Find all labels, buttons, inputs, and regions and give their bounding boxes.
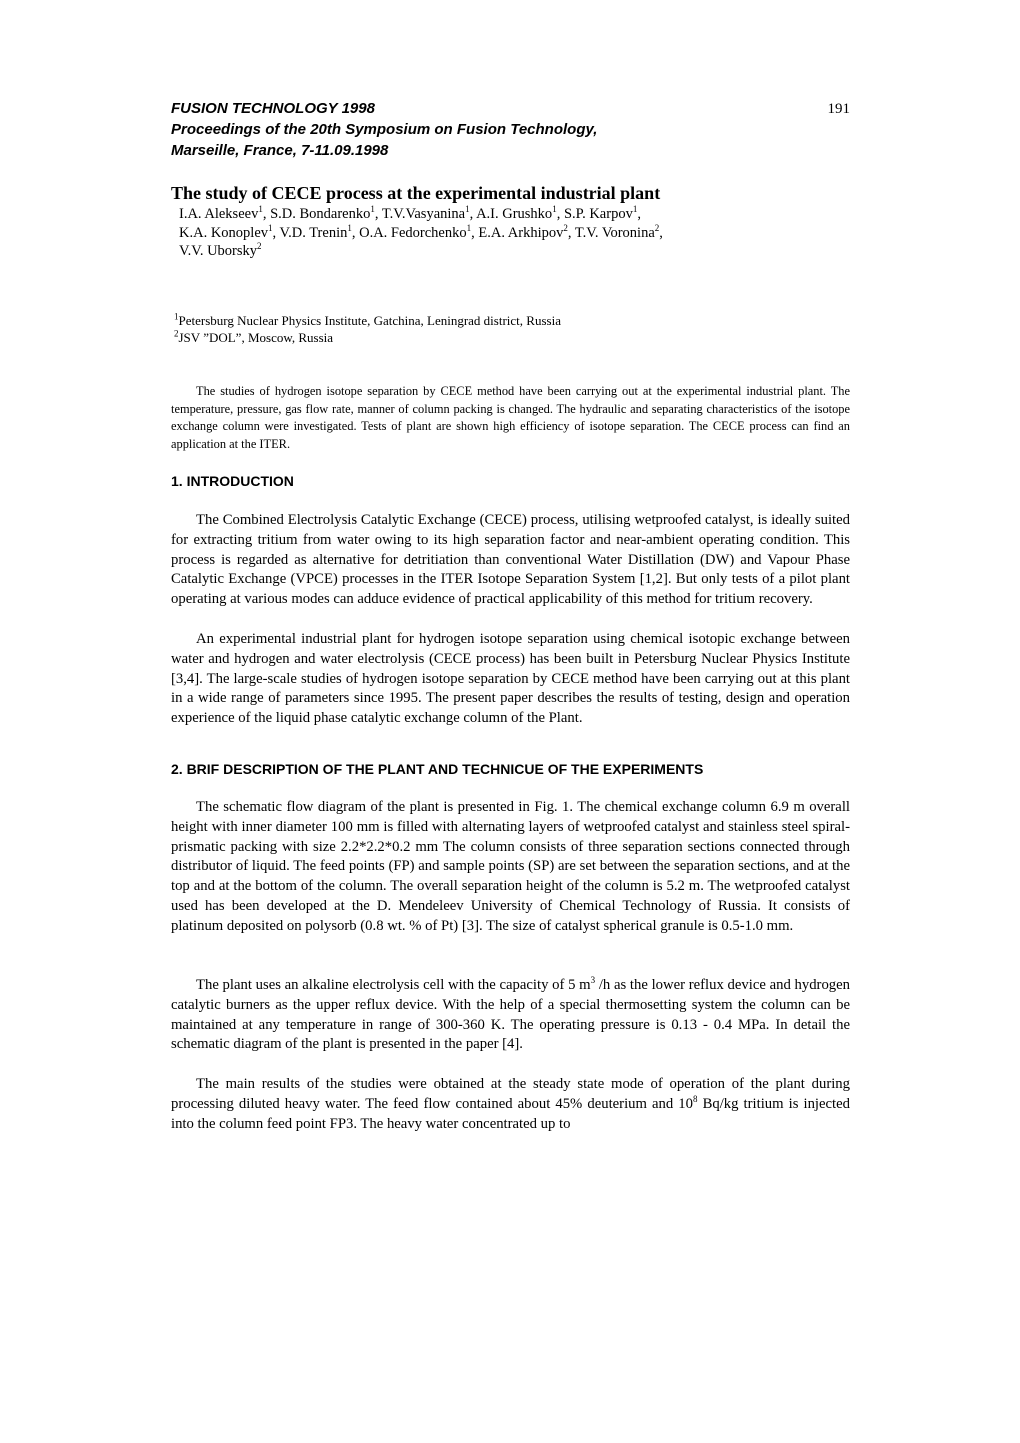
running-header	[171, 99, 850, 119]
section-heading-introduction: 1. INTRODUCTION	[171, 473, 294, 489]
author: T.V.Vasyanina	[381, 206, 466, 222]
author: E.A. Arkhipov	[478, 224, 564, 241]
proceedings-line: Proceedings of the 20th Symposium on Fusion Technology,	[171, 121, 598, 138]
affiliations	[174, 312, 561, 346]
paragraph: The main results of the studies were obtained at the steady state mode of operation of the plant during processing diluted heavy water. The feed flow contained about 45% deuterium and $10^8$ Bq/kg tritium is injected into the column feed point FP3. The heavy water concentrated up to	[171, 1076, 850, 1132]
journal-name: FUSION TECHNOLOGY 1998	[171, 100, 375, 117]
affiliation-1: $^1$Petersburg Nuclear Physics Institute, Gatchina, Leningrad district, Russia	[174, 311, 561, 328]
affiliation-2: $^2$JSV ”DOL”, Moscow, Russia	[174, 328, 334, 345]
paragraph: The plant uses an alkaline electrolysis cell with the capacity of 5 $m^3$ /h as the lower reflux device and hydrogen catalytic burners as the upper reflux device. With the help of a special thermosetting system the column can be maintained at any temperature in range of 300-360 K. The operating pressure is 0.13 - 0.4 MPa. In detail the schematic diagram of the plant is presented in the paper [4].	[171, 975, 850, 1053]
abstract: The studies of hydrogen isotope separation by CECE method have been carrying out at the experimental industrial plant. The temperature, pressure, gas flow rate, manner of column packing is changed. The hydraulic and separating characteristics of the isotope exchange column were investigated. Tests of plant are shown high efficiency of isotope separation. The CECE process can find an application at the ITER.	[171, 384, 850, 451]
author-list: I.A. Alekseev$^1$, S.D. Bondarenko$^1$, T.V.Vasyanina$^1$, A.I. Grushko$^1$, S.P. Karpov$^1$, K.A. Konoplev$^1$, V.D. Trenin$^1$, O.A. Fedorchenko$^1$, E.A. Arkhipov$^2$, T.V. Voronina$^2$, V.V. Uborsky$^2$	[179, 204, 663, 259]
paragraph: The Combined Electrolysis Catalytic Exchange (CECE) process, utilising wetproofed catalyst, is ideally suited for extracting tritium from water owing to its high separation factor and near-ambient operating condition. This process is regarded as alternative for detritiation than conventional Water Distillation (DW) and Vapour Phase Catalytic Exchange (VPCE) processes in the ITER Isotope Separation System [1,2]. But only tests of a pilot plant operating at various modes can adduce evidence of practical applicability of this method for tritium recovery.	[171, 512, 850, 608]
author: S.D. Bondarenko	[270, 206, 371, 222]
author: V.D. Trenin	[279, 224, 348, 241]
author: O.A. Fedorchenko	[359, 224, 467, 241]
paragraph: The schematic flow diagram of the plant is presented in Fig. 1. The chemical exchange column 6.9 m overall height with inner diameter 100 mm is filled with alternating layers of wetproofed catalyst and stainless steel spiral-prismatic packing with size 2.2*2.2*0.2 mm The column consists of three separation sections connected through distributor of liquid. The feed points (FP) and sample points (SP) are set between the separation sections, and at the top and at the bottom of the column. The overall separation height of the column is 5.2 m. The wetproofed catalyst used has been developed at the D. Mendeleev University of Chemical Technology of Russia. It consists of platinum deposited on polysorb (0.8 wt. % of Pt) [3]. The size of catalyst spherical granule is 0.5-1.0 mm.	[171, 799, 850, 934]
author: K.A. Konoplev	[179, 224, 269, 241]
author: I.A. Alekseev	[179, 206, 259, 222]
location-line: Marseille, France, 7-11.09.1998	[171, 142, 389, 159]
paper-title: The study of CECE process at the experimental industrial plant	[171, 183, 661, 203]
author: T.V. Voronina	[574, 224, 655, 241]
author: S.P. Karpov	[563, 206, 633, 222]
page-number: 191	[827, 101, 850, 117]
paragraph: An experimental industrial plant for hydrogen isotope separation using chemical isotopic exchange between water and hydrogen and water electrolysis (CECE process) has been built in Petersburg Nuclear Physics Institute [3,4]. The large-scale studies of hydrogen isotope separation by CECE method have been carrying out at this plant in a wide range of parameters since 1995. The present paper describes the results of testing, design and operation experience of the liquid phase catalytic exchange column of the Plant.	[171, 631, 850, 727]
section-heading-plant-description: 2. BRIF DESCRIPTION OF THE PLANT AND TECHNICUE OF THE EXPERIMENTS	[171, 761, 704, 777]
author: V.V. Uborsky	[179, 243, 258, 259]
author: A.I. Grushko	[476, 206, 553, 222]
